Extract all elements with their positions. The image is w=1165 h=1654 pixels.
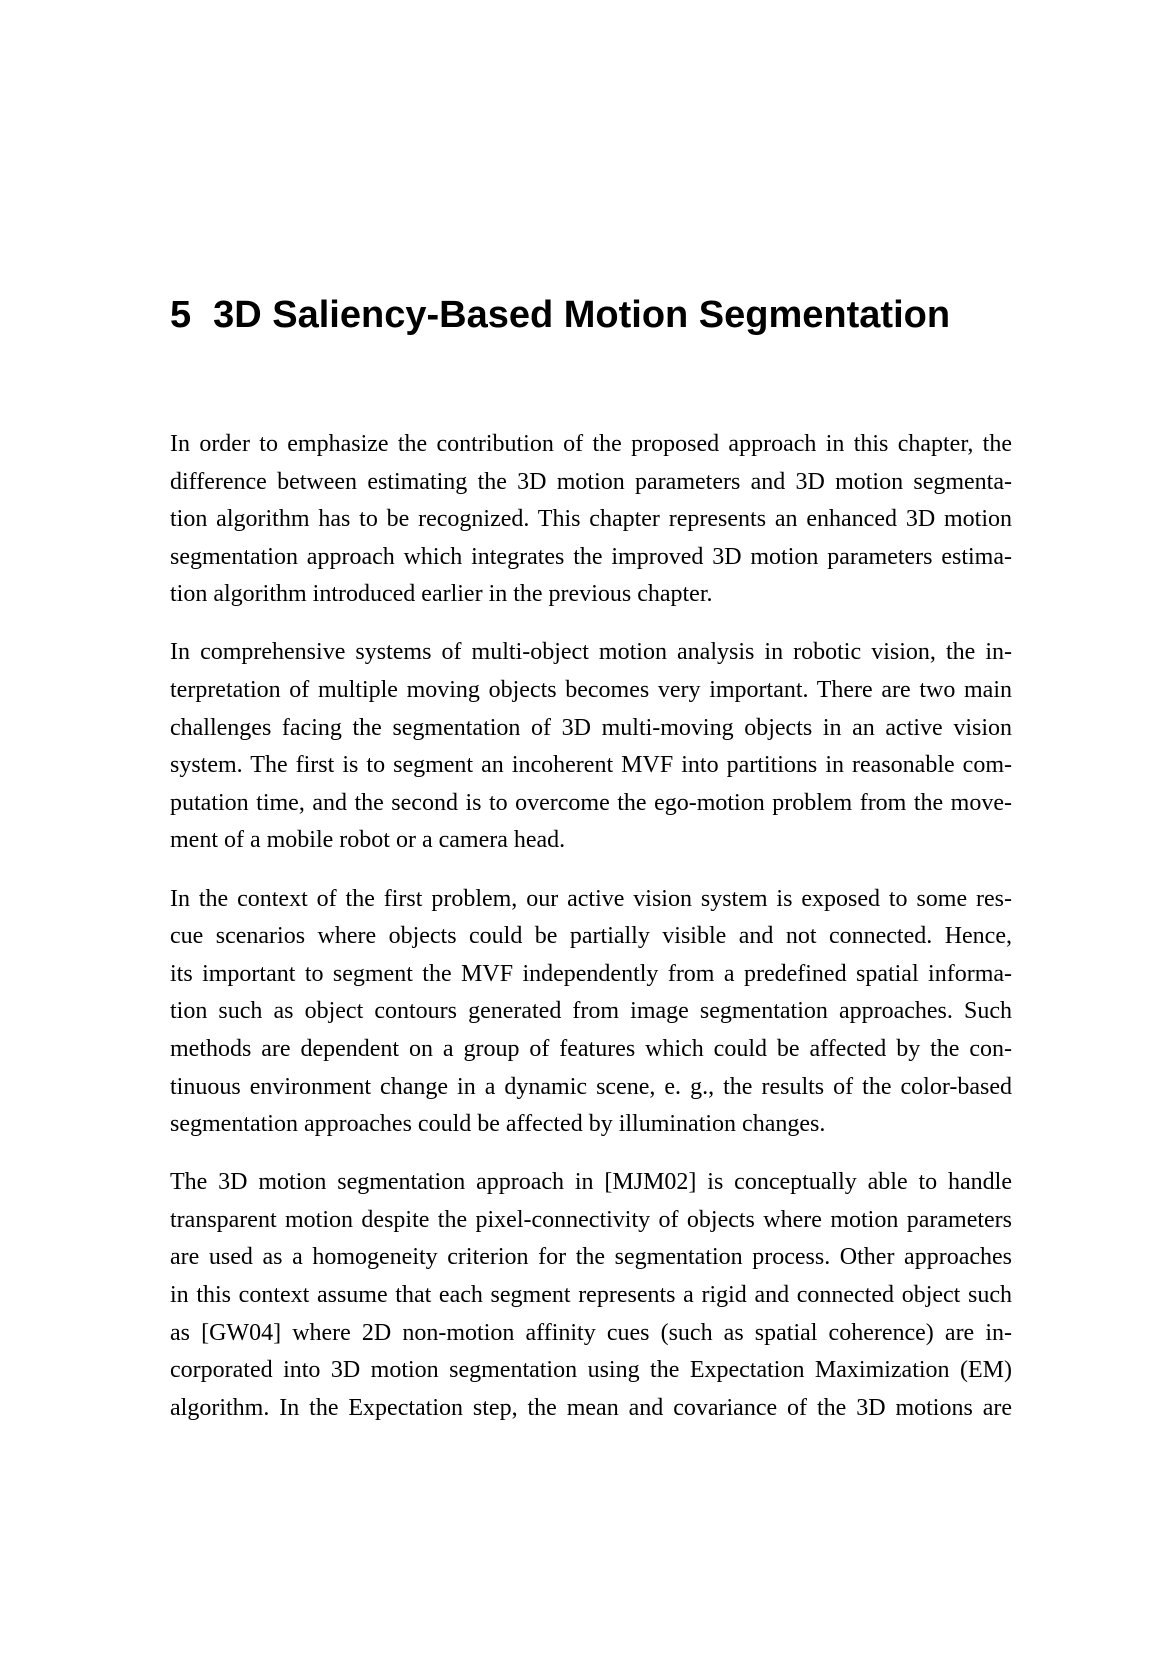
text-line: In the context of the first problem, our active vision system is exposed to some res- <box>170 885 1012 912</box>
text-line: tion algorithm has to be recognized. This chapter represents an enhanced 3D motion <box>170 506 1012 533</box>
chapter-title: 3D Saliency-Based Motion Segmentation <box>213 294 951 336</box>
paragraph-2 <box>170 634 1012 860</box>
chapter-heading <box>170 292 1030 338</box>
text-line: tion such as object contours generated from image segmentation approaches. Such <box>170 998 1012 1025</box>
text-line: challenges facing the segmentation of 3D multi-moving objects in an active vision <box>170 714 1012 741</box>
text-line: transparent motion despite the pixel-connectivity of objects where motion parameters <box>170 1206 1012 1233</box>
text-line: tinuous environment change in a dynamic scene, e. g., the results of the color-based <box>170 1073 1012 1100</box>
text-line: are used as a homogeneity criterion for the segmentation process. Other approaches <box>170 1244 1012 1271</box>
text-line: segmentation approach which integrates the improved 3D motion parameters estima- <box>170 543 1012 570</box>
text-line: algorithm. In the Expectation step, the mean and covariance of the 3D motions are <box>170 1394 1012 1421</box>
text-line: tion algorithm introduced earlier in the previous chapter. <box>170 581 713 608</box>
text-line: segmentation approaches could be affected by illumination changes. <box>170 1111 826 1138</box>
text-line: The 3D motion segmentation approach in [MJM02] is conceptually able to handle <box>170 1169 1012 1196</box>
paragraph-4 <box>170 1164 1012 1427</box>
text-line: ment of a mobile robot or a camera head. <box>170 827 566 854</box>
text-line: putation time, and the second is to overcome the ego-motion problem from the move- <box>170 789 1012 816</box>
text-line: terpretation of multiple moving objects becomes very important. There are two main <box>170 677 1012 704</box>
text-line: In comprehensive systems of multi-object motion analysis in robotic vision, the in- <box>170 639 1012 666</box>
text-line: cue scenarios where objects could be partially visible and not connected. Hence, <box>170 923 1012 950</box>
text-line: corporated into 3D motion segmentation using the Expectation Maximization (EM) <box>170 1357 1012 1384</box>
chapter-number: 5 <box>170 294 192 336</box>
text-line: system. The first is to segment an incoherent MVF into partitions in reasonable com- <box>170 752 1012 779</box>
paragraph-1 <box>170 426 1012 614</box>
text-line: In order to emphasize the contribution of the proposed approach in this chapter, the <box>170 431 1012 457</box>
text-line: in this context assume that each segment represents a rigid and connected object such <box>170 1281 1012 1308</box>
text-line: difference between estimating the 3D motion parameters and 3D motion segmenta- <box>170 468 1012 495</box>
paragraph-3 <box>170 881 1012 1144</box>
text-line: its important to segment the MVF independently from a predefined spatial informa- <box>170 960 1012 987</box>
text-line: as [GW04] where 2D non-motion affinity cues (such as spatial coherence) are in- <box>170 1319 1012 1346</box>
chapter-body <box>170 426 1012 1448</box>
text-line: methods are dependent on a group of features which could be affected by the con- <box>170 1035 1012 1062</box>
